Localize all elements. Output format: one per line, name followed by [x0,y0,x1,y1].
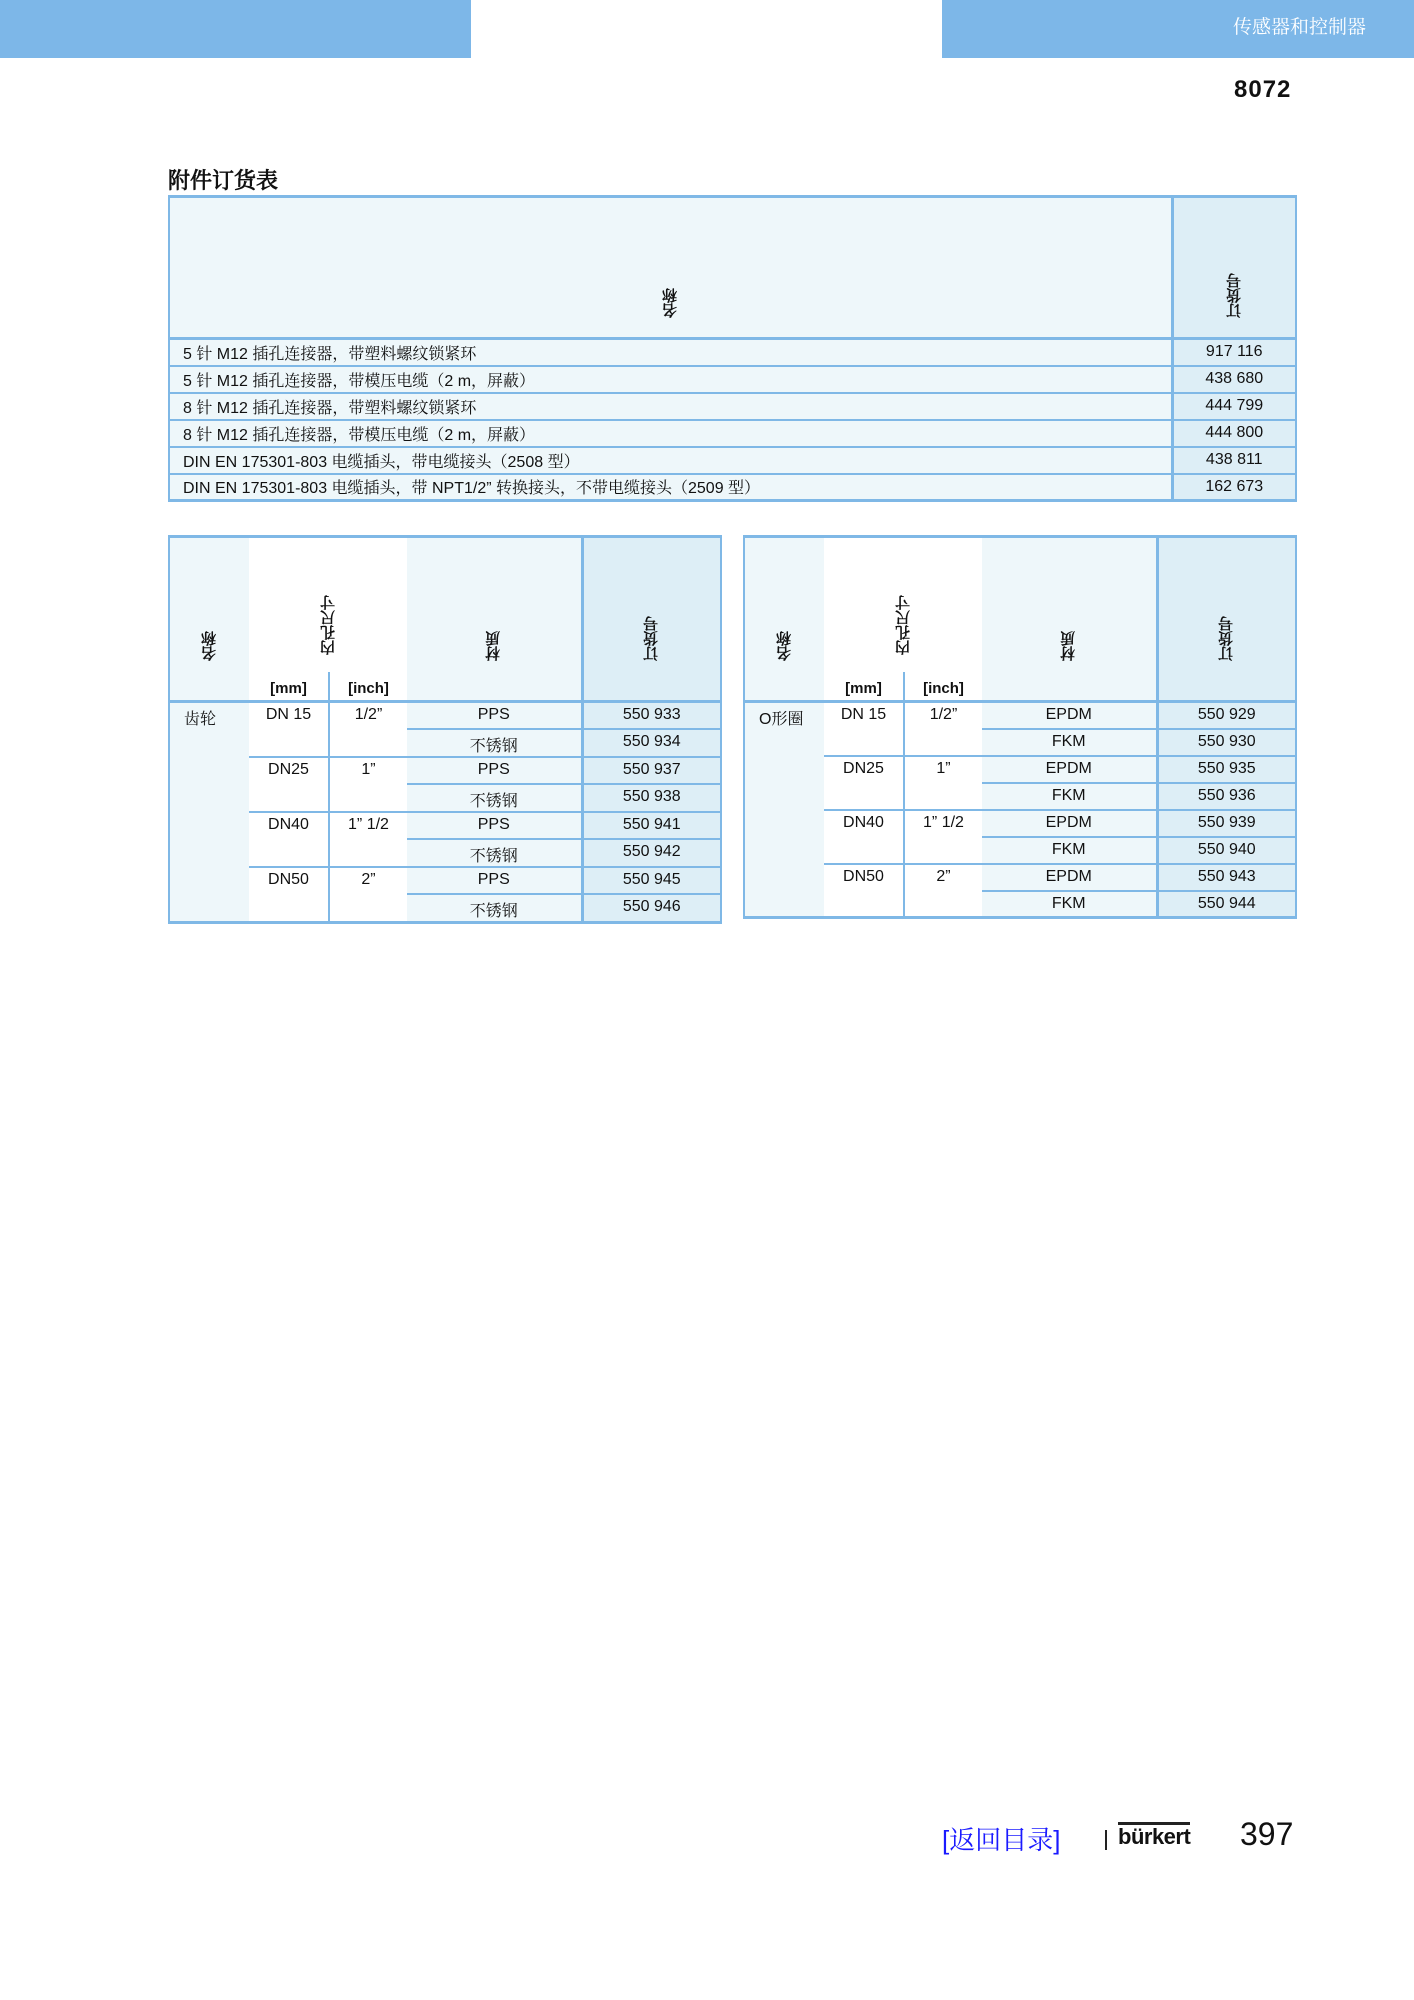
divider [1105,1830,1107,1850]
bore-inch: 1” [329,757,407,812]
order-number: 550 941 [582,812,721,839]
order-number: 550 929 [1157,702,1296,729]
order-number: 438 811 [1172,447,1296,474]
material: FKM [982,891,1157,918]
bore-mm: DN25 [824,756,904,810]
material: PPS [407,867,582,894]
accessory-name: 5 针 M12 插孔连接器，带塑料螺纹锁紧环 [169,339,1172,366]
material: EPDM [982,702,1157,729]
header-bore: 内孔尺寸 [249,537,407,672]
accessory-name: 8 针 M12 插孔连接器，带模压电缆（2 m，屏蔽） [169,420,1172,447]
gear-table [168,535,722,924]
bore-inch: 1” 1/2 [904,810,982,864]
material: EPDM [982,810,1157,837]
bore-mm: DN 15 [249,702,329,757]
part-name: 齿轮 [169,702,249,923]
page-title: 附件订货表 [168,168,279,193]
order-number: 917 116 [1172,339,1296,366]
table-row [169,393,1296,420]
material: 不锈钢 [407,894,582,923]
table-row [169,474,1296,501]
order-number: 550 937 [582,757,721,784]
table-row [169,366,1296,393]
order-number: 550 944 [1157,891,1296,918]
section-title: 传感器和控制器 [1232,17,1366,38]
order-number: 550 939 [1157,810,1296,837]
material: FKM [982,783,1157,810]
table-row [744,810,1296,837]
order-number: 162 673 [1172,474,1296,501]
material: PPS [407,702,582,729]
table-row [169,757,721,784]
table-row [169,339,1296,366]
table-row [169,447,1296,474]
order-number: 550 933 [582,702,721,729]
burkert-logo: bürkert [1118,1824,1191,1849]
header-bore: 内孔尺寸 [824,537,982,672]
bore-mm: DN40 [824,810,904,864]
table-row [744,702,1296,729]
model-number: 8072 [1234,76,1292,103]
bore-inch: 2” [329,867,407,923]
bore-mm: DN40 [249,812,329,867]
header-mm: [mm] [824,672,904,702]
header-name: 名称 [169,537,249,702]
header-mm: [mm] [249,672,329,702]
bore-inch: 1” [904,756,982,810]
table-row [744,864,1296,891]
order-number: 550 943 [1157,864,1296,891]
bore-mm: DN25 [249,757,329,812]
bore-inch: 1/2” [329,702,407,757]
order-number: 550 946 [582,894,721,923]
table-row [169,420,1296,447]
order-number: 444 799 [1172,393,1296,420]
accessories-table [168,195,1297,502]
material: EPDM [982,864,1157,891]
header-order: 订货号 [582,537,721,702]
table-row [169,702,721,729]
table-row [744,756,1296,783]
material: FKM [982,837,1157,864]
accessory-name: DIN EN 175301-803 电缆插头，带电缆接头（2508 型） [169,447,1172,474]
accessory-name: 5 针 M12 插孔连接器，带模压电缆（2 m，屏蔽） [169,366,1172,393]
order-number: 444 800 [1172,420,1296,447]
page-number: 397 [1240,1816,1294,1852]
header-inch: [inch] [329,672,407,702]
material: 不锈钢 [407,839,582,867]
bore-mm: DN50 [249,867,329,923]
material: FKM [982,729,1157,756]
header-order: 订货号 [1172,197,1296,339]
oring-table [743,535,1297,919]
header-bar-right [942,0,1414,58]
order-number: 550 930 [1157,729,1296,756]
header-material: 材质 [982,537,1157,702]
bore-inch: 1” 1/2 [329,812,407,867]
order-number: 550 936 [1157,783,1296,810]
order-number: 550 942 [582,839,721,867]
part-name: O形圈 [744,702,824,918]
order-number: 550 945 [582,867,721,894]
material: PPS [407,757,582,784]
header-material: 材质 [407,537,582,702]
order-number: 550 938 [582,784,721,812]
bore-mm: DN50 [824,864,904,918]
header-inch: [inch] [904,672,982,702]
back-to-contents-link[interactable]: [返回目录] [942,1825,1061,1855]
bore-inch: 2” [904,864,982,918]
order-number: 550 940 [1157,837,1296,864]
material: 不锈钢 [407,729,582,757]
header-name: 名称 [744,537,824,702]
order-number: 550 934 [582,729,721,757]
accessory-name: 8 针 M12 插孔连接器，带塑料螺纹锁紧环 [169,393,1172,420]
order-number: 550 935 [1157,756,1296,783]
bore-mm: DN 15 [824,702,904,756]
header-order: 订货号 [1157,537,1296,702]
bore-inch: 1/2” [904,702,982,756]
header-bar-left [0,0,471,58]
material: EPDM [982,756,1157,783]
material: 不锈钢 [407,784,582,812]
table-row [169,812,721,839]
order-number: 438 680 [1172,366,1296,393]
table-row [169,867,721,894]
header-name: 名称 [169,197,1172,339]
accessory-name: DIN EN 175301-803 电缆插头，带 NPT1/2” 转换接头，不带电缆接头（2509 型） [169,474,1172,501]
material: PPS [407,812,582,839]
